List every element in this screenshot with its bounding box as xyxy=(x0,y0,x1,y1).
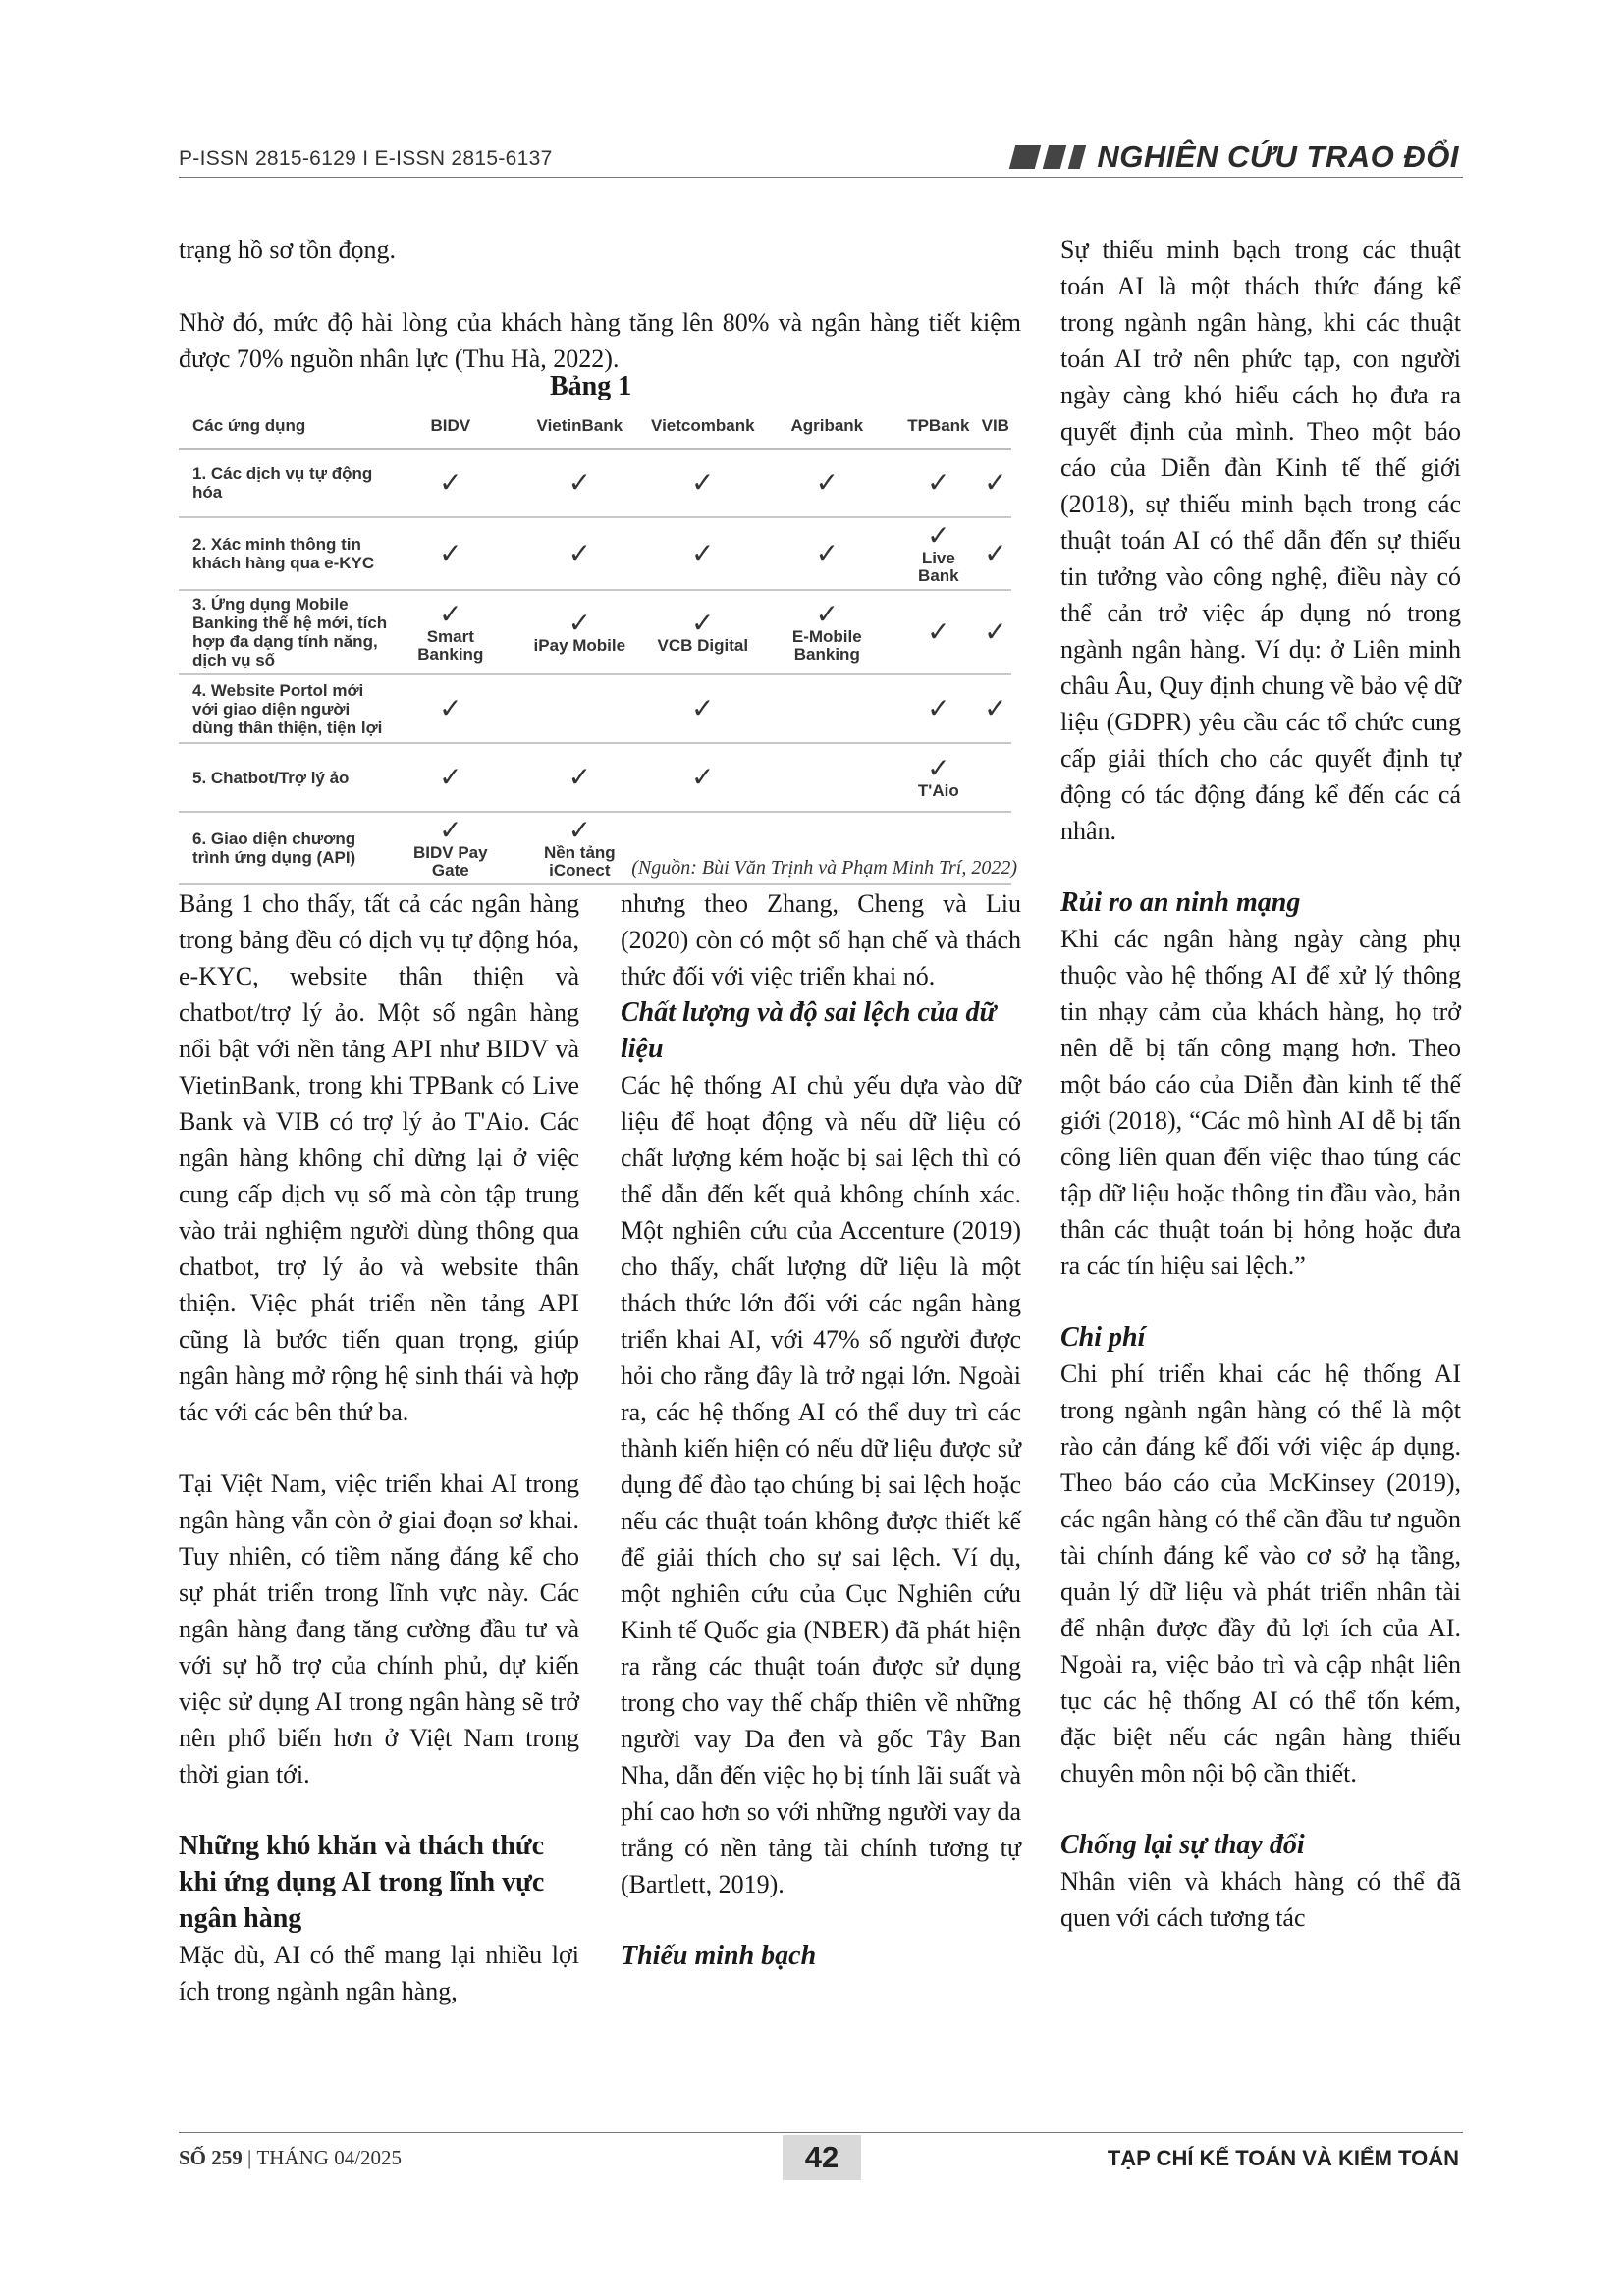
checkmark-icon: ✓ xyxy=(439,761,462,793)
table-cell xyxy=(649,590,757,674)
checkmark-icon: ✓ xyxy=(927,692,950,724)
col3-heading-cost: Chi phí xyxy=(1060,1322,1146,1353)
table-row xyxy=(179,449,1011,517)
intro-paragraph-2: Nhờ đó, mức độ hài lòng của khách hàng tăng lên 80% và ngân hàng tiết kiệm được 70% nguồn nhân lực (Thu Hà, 2022). xyxy=(179,308,1021,373)
table-cell xyxy=(980,449,1011,517)
table-cell xyxy=(391,590,511,674)
table-row-app-label: 6. Giao diện chương trình ứng dụng (API) xyxy=(179,812,391,884)
table-cell xyxy=(757,517,898,590)
col2-paragraph-2: Các hệ thống AI chủ yếu dựa vào dữ liệu để hoạt động và nếu dữ liệu có chất lượng kém hoặc bị sai lệch thì có thể dẫn đến kết quả không chính xác. Một nghiên cứu của Accenture (2019) cho thấy, chất lượng dữ liệu là một thách thức lớn đối với các ngân hàng triển khai AI, với 47% số người được hỏi cho rằng đây là trở ngại lớn. Ngoài ra, các hệ thống AI có thể duy trì các thành kiến hiện có nếu dữ liệu được sử dụng để đào tạo chúng bị sai lệch hoặc nếu các thuật toán không được thiết kế để giải thích cho sự sai lệch. Ví dụ, một nghiên cứu của Cục Nghiên cứu Kinh tế Quốc gia (NBER) đã phát hiện ra rằng các thuật toán được sử dụng trong cho vay thế chấp thiên về những người vay Da đen và gốc Tây Ban Nha, dẫn đến việc họ bị tính lãi suất và phí cao hơn so với những người vay da trắng có nền tảng tài chính tương tự (Bartlett, 2019). xyxy=(621,1071,1021,1898)
checkmark-icon: ✓ xyxy=(984,692,1007,724)
footer-divider xyxy=(179,2132,1463,2133)
checkmark-icon: ✓ xyxy=(984,537,1007,569)
table-cell-note: Live Bank xyxy=(918,549,959,585)
header-divider xyxy=(179,177,1463,178)
table-cell xyxy=(757,674,898,743)
table-cell-note: T'Aio xyxy=(917,781,959,800)
table-header-bank: Agribank xyxy=(757,402,898,449)
table-cell xyxy=(511,674,649,743)
table-cell-note: E-Mobile Banking xyxy=(791,627,862,664)
issue-number: SỐ 259 xyxy=(179,2146,243,2169)
logo-bar-icon xyxy=(1068,145,1086,169)
table-row-app-label: 5. Chatbot/Trợ lý ảo xyxy=(179,743,391,812)
table-title: Bảng 1 xyxy=(550,371,632,401)
table-cell-note: VCB Digital xyxy=(657,636,749,655)
table-row xyxy=(179,743,1011,812)
checkmark-icon: ✓ xyxy=(691,466,715,499)
table-cell-note: Nền tảng iConect xyxy=(543,843,616,880)
table-cell xyxy=(649,743,757,812)
checkmark-icon: ✓ xyxy=(927,752,950,784)
table-cell xyxy=(649,449,757,517)
col1-paragraph-1: Bảng 1 cho thấy, tất cả các ngân hàng trong bảng đều có dịch vụ tự động hóa, e-KYC, website thân thiện và chatbot/trợ lý ảo. Một số ngân hàng nổi bật với nền tảng API như BIDV và VietinBank, trong khi TPBank có Live Bank và VIB có trợ lý ảo T'Aio. Các ngân hàng không chỉ dừng lại ở việc cung cấp dịch vụ số mà còn tập trung vào trải nghiệm người dùng thông qua chatbot, trợ lý ảo và website thân thiện. Việc phát triển nền tảng API cũng là bước tiến quan trọng, giúp ngân hàng mở rộng hệ sinh thái và hợp tác với các bên thứ ba. xyxy=(179,889,579,1426)
table-header-bank: VIB xyxy=(980,402,1011,449)
table-cell xyxy=(897,590,980,674)
table-cell xyxy=(757,449,898,517)
col2-heading-transparency: Thiếu minh bạch xyxy=(621,1941,817,1971)
table-row xyxy=(179,674,1011,743)
table-cell xyxy=(391,449,511,517)
page-number: 42 xyxy=(783,2135,861,2180)
checkmark-icon: ✓ xyxy=(815,537,839,569)
issue-info xyxy=(179,2146,402,2170)
logo-bar-icon xyxy=(1043,145,1066,169)
table-header-bank: TPBank xyxy=(897,402,980,449)
checkmark-icon: ✓ xyxy=(691,692,715,724)
table-cell xyxy=(897,517,980,590)
checkmark-icon: ✓ xyxy=(439,692,462,724)
table-cell xyxy=(511,590,649,674)
table-cell xyxy=(897,743,980,812)
checkmark-icon: ✓ xyxy=(568,607,592,639)
checkmark-icon: ✓ xyxy=(691,537,715,569)
checkmark-icon: ✓ xyxy=(439,466,462,499)
table-cell xyxy=(391,674,511,743)
col3-heading-resistance: Chống lại sự thay đổi xyxy=(1060,1830,1305,1860)
section-logo xyxy=(1012,139,1459,175)
checkmark-icon: ✓ xyxy=(927,466,950,499)
bank-ai-table xyxy=(179,402,1011,885)
table-cell xyxy=(649,517,757,590)
table-cell xyxy=(980,590,1011,674)
column-2 xyxy=(621,885,1021,1974)
table-header-row xyxy=(179,402,1011,449)
checkmark-icon: ✓ xyxy=(984,615,1007,648)
table-header-bank: VietinBank xyxy=(511,402,649,449)
table-cell xyxy=(980,517,1011,590)
issue-date: THÁNG 04/2025 xyxy=(256,2146,403,2169)
table-cell xyxy=(391,517,511,590)
table-row-app-label: 4. Website Portol mới với giao diện người dùng thân thiện, tiện lợi xyxy=(179,674,391,743)
col3-paragraph-1: Sự thiếu minh bạch trong các thuật toán AI là một thách thức đáng kể trong ngành ngân hàng, khi các thuật toán AI trở nên phức tạp, con người ngày càng khó hiểu cách họ đưa ra quyết định của mình. Theo một báo cáo của Diễn đàn Kinh tế thế giới (2018), sự thiếu minh bạch trong các thuật toán AI có thể dẫn đến sự thiếu tin tưởng vào công nghệ, điều này có thể cản trở việc áp dụng nó trong ngành ngân hàng. Ví dụ: ở Liên minh châu Âu, Quy định chung về bảo vệ dữ liệu (GDPR) yêu cầu các tổ chức cung cấp giải thích cho các quyết định tự động có tác động đáng kể đến các cá nhân. xyxy=(1060,236,1461,845)
issn-line: P-ISSN 2815-6129 I E-ISSN 2815-6137 xyxy=(179,147,553,170)
column-3 xyxy=(1060,232,1461,1936)
table-header-bank: Vietcombank xyxy=(649,402,757,449)
table-cell-note: iPay Mobile xyxy=(533,636,626,655)
table-cell xyxy=(980,674,1011,743)
col3-paragraph-4: Nhân viên và khách hàng có thể đã quen với cách tương tác xyxy=(1060,1867,1461,1932)
journal-name: TẠP CHÍ KẾ TOÁN VÀ KIỂM TOÁN xyxy=(1107,2146,1459,2170)
checkmark-icon: ✓ xyxy=(691,761,715,793)
table-row-app-label: 3. Ứng dụng Mobile Banking thế hệ mới, tích hợp đa dạng tính năng, dịch vụ số xyxy=(179,590,391,674)
table-cell-note: BIDV Pay Gate xyxy=(413,843,488,880)
checkmark-icon: ✓ xyxy=(815,466,839,499)
table-header-apps: Các ứng dụng xyxy=(179,402,391,449)
table-cell xyxy=(391,812,511,884)
intro-paragraph-1: trạng hồ sơ tồn đọng. xyxy=(179,236,397,264)
table-cell xyxy=(511,449,649,517)
checkmark-icon: ✓ xyxy=(439,537,462,569)
checkmark-icon: ✓ xyxy=(568,814,592,846)
table-cell-note: Smart Banking xyxy=(417,627,484,664)
table-row xyxy=(179,517,1011,590)
checkmark-icon: ✓ xyxy=(568,761,592,793)
col3-paragraph-3: Chi phí triển khai các hệ thống AI trong ngành ngân hàng có thể là một rào cản đáng kể đối với việc áp dụng. Theo báo cáo của McKinsey (2019), các ngân hàng có thể cần đầu tư nguồn tài chính đáng kể vào cơ sở hạ tầng, quản lý dữ liệu và phát triển nhân tài để nhận được đầy đủ lợi ích của AI. Ngoài ra, việc bảo trì và cập nhật liên tục các hệ thống AI có thể tốn kém, đặc biệt nếu các ngân hàng thiếu chuyên môn nội bộ cần thiết. xyxy=(1060,1360,1461,1788)
table-cell xyxy=(757,743,898,812)
col1-paragraph-2: Tại Việt Nam, việc triển khai AI trong ngân hàng vẫn còn ở giai đoạn sơ khai. Tuy nhiên, có tiềm năng đáng kể cho sự phát triển trong lĩnh vực này. Các ngân hàng đang tăng cường đầu tư và với sự hỗ trợ của chính phủ, dự kiến việc sử dụng AI trong ngân hàng sẽ trở nên phổ biến hơn ở Việt Nam trong thời gian tới. xyxy=(179,1469,579,1789)
table-cell xyxy=(757,590,898,674)
checkmark-icon: ✓ xyxy=(815,598,839,630)
logo-bar-icon xyxy=(1009,145,1041,169)
table-cell xyxy=(897,449,980,517)
checkmark-icon: ✓ xyxy=(691,607,715,639)
table-row-app-label: 1. Các dịch vụ tự động hóa xyxy=(179,449,391,517)
table-row xyxy=(179,590,1011,674)
table-cell xyxy=(511,517,649,590)
table-cell xyxy=(511,812,649,884)
col3-paragraph-2: Khi các ngân hàng ngày càng phụ thuộc vào hệ thống AI để xử lý thông tin nhạy cảm của khách hàng, họ trở nên dễ bị tấn công mạng hơn. Theo một báo cáo của Diễn đàn kinh tế thế giới (2018), “Các mô hình AI dễ bị tấn công liên quan đến việc thao túng các tập dữ liệu hoặc thông tin đầu vào, bản thân các thuật toán bị hỏng hoặc đưa ra các tín hiệu sai lệch.” xyxy=(1060,925,1461,1280)
checkmark-icon: ✓ xyxy=(439,598,462,630)
col1-section-heading: Những khó khăn và thách thức khi ứng dụng AI trong lĩnh vực ngân hàng xyxy=(179,1831,545,1934)
table-cell xyxy=(649,674,757,743)
checkmark-icon: ✓ xyxy=(439,814,462,846)
table-cell xyxy=(897,674,980,743)
checkmark-icon: ✓ xyxy=(927,615,950,648)
table-header-bank: BIDV xyxy=(391,402,511,449)
checkmark-icon: ✓ xyxy=(568,537,592,569)
checkmark-icon: ✓ xyxy=(984,466,1007,499)
col2-heading-data-quality: Chất lượng và độ sai lệch của dữ liệu xyxy=(621,997,997,1064)
col3-heading-cyber-risk: Rủi ro an ninh mạng xyxy=(1060,887,1301,918)
table-row-app-label: 2. Xác minh thông tin khách hàng qua e-KYC xyxy=(179,517,391,590)
table-cell xyxy=(980,743,1011,812)
checkmark-icon: ✓ xyxy=(568,466,592,499)
col1-paragraph-3: Mặc dù, AI có thể mang lại nhiều lợi ích trong ngành ngân hàng, xyxy=(179,1941,579,2005)
col2-paragraph-1: nhưng theo Zhang, Cheng và Liu (2020) còn có một số hạn chế và thách thức đối với việc triển khai nó. xyxy=(621,889,1021,990)
table-cell xyxy=(511,743,649,812)
issue-separator: | xyxy=(247,2146,252,2169)
column-1 xyxy=(179,885,579,2009)
checkmark-icon: ✓ xyxy=(927,519,950,552)
table-source: (Nguồn: Bùi Văn Trịnh và Phạm Minh Trí, 2022) xyxy=(631,857,1017,879)
section-title: NGHIÊN CỨU TRAO ĐỔI xyxy=(1097,139,1459,174)
table-cell xyxy=(391,743,511,812)
